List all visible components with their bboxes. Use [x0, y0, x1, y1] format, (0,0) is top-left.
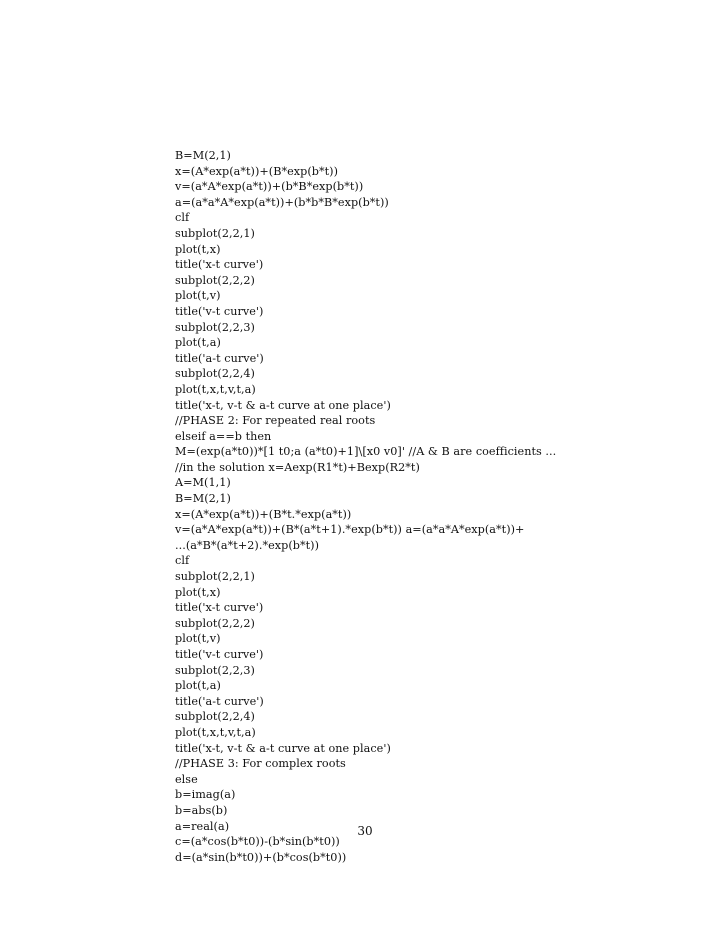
code-line: x=(A*exp(a*t))+(B*exp(b*t)): [175, 164, 339, 178]
code-line: plot(t,x): [175, 242, 221, 256]
code-line: subplot(2,2,1): [175, 570, 255, 584]
code-line: c=(a*cos(b*t0))-(b*sin(b*t0)): [175, 835, 340, 849]
code-line: title('x-t, v-t & a-t curve at one place'): [175, 741, 391, 755]
code-line: x=(A*exp(a*t))+(B*t.*exp(a*t)): [175, 507, 352, 521]
code-line: title('a-t curve'): [175, 351, 264, 365]
code-line: subplot(2,2,1): [175, 226, 255, 240]
code-line: subplot(2,2,3): [175, 663, 255, 677]
code-line: title('x-t, v-t & a-t curve at one place'): [175, 398, 391, 412]
code-line: title('a-t curve'): [175, 694, 264, 708]
code-line: title('v-t curve'): [175, 648, 264, 661]
code-line: subplot(2,2,2): [175, 273, 255, 287]
code-line: clf: [175, 554, 190, 568]
code-line: A=M(1,1): [175, 476, 231, 490]
code-line: //PHASE 3: For complex roots: [175, 757, 346, 771]
code-line: subplot(2,2,4): [175, 710, 255, 724]
code-listing: [175, 148, 575, 865]
code-line: clf: [175, 211, 190, 225]
code-line: v=(a*A*exp(a*t))+(b*B*exp(b*t)): [175, 180, 364, 194]
code-line: b=imag(a): [175, 788, 236, 802]
code-line: a=real(a): [175, 819, 230, 833]
code-line: title('x-t curve'): [175, 601, 264, 615]
code-line: plot(t,v): [175, 289, 221, 303]
code-line: title('v-t curve'): [175, 304, 264, 318]
code-line: plot(t,x,t,v,t,a): [175, 382, 256, 396]
code-line: plot(t,a): [175, 336, 221, 350]
code-line: d=(a*sin(b*t0))+(b*cos(b*t0)): [175, 850, 347, 864]
code-line: //in the solution x=Aexp(R1*t)+Bexp(R2*t): [175, 460, 420, 474]
code-line: plot(t,x): [175, 585, 221, 599]
code-line: subplot(2,2,4): [175, 367, 255, 381]
code-line: plot(t,x,t,v,t,a): [175, 725, 256, 739]
code-line: v=(a*A*exp(a*t))+(B*(a*t+1).*exp(b*t)) a=(a*a*A*exp(a*t))+: [175, 523, 525, 537]
code-line: title('x-t curve'): [175, 258, 264, 272]
code-line: else: [175, 772, 198, 786]
code-line: elseif a==b then: [175, 429, 272, 443]
page-number: 30: [357, 824, 373, 838]
code-line: B=M(2,1): [175, 149, 231, 162]
code-line: subplot(2,2,2): [175, 616, 255, 630]
code-line: a=(a*a*A*exp(a*t))+(b*b*B*exp(b*t)): [175, 195, 389, 209]
code-line: B=M(2,1): [175, 492, 231, 506]
code-line: ...(a*B*(a*t+2).*exp(b*t)): [175, 538, 319, 552]
code-line: plot(t,v): [175, 632, 221, 646]
code-line: //PHASE 2: For repeated real roots: [175, 414, 376, 428]
code-line: b=abs(b): [175, 803, 228, 817]
code-line: M=(exp(a*t0))*[1 t0;a (a*t0)+1]\[x0 v0]' //A & B are coefficients ...: [175, 445, 557, 459]
code-line: plot(t,a): [175, 679, 221, 693]
code-line: subplot(2,2,3): [175, 320, 255, 334]
